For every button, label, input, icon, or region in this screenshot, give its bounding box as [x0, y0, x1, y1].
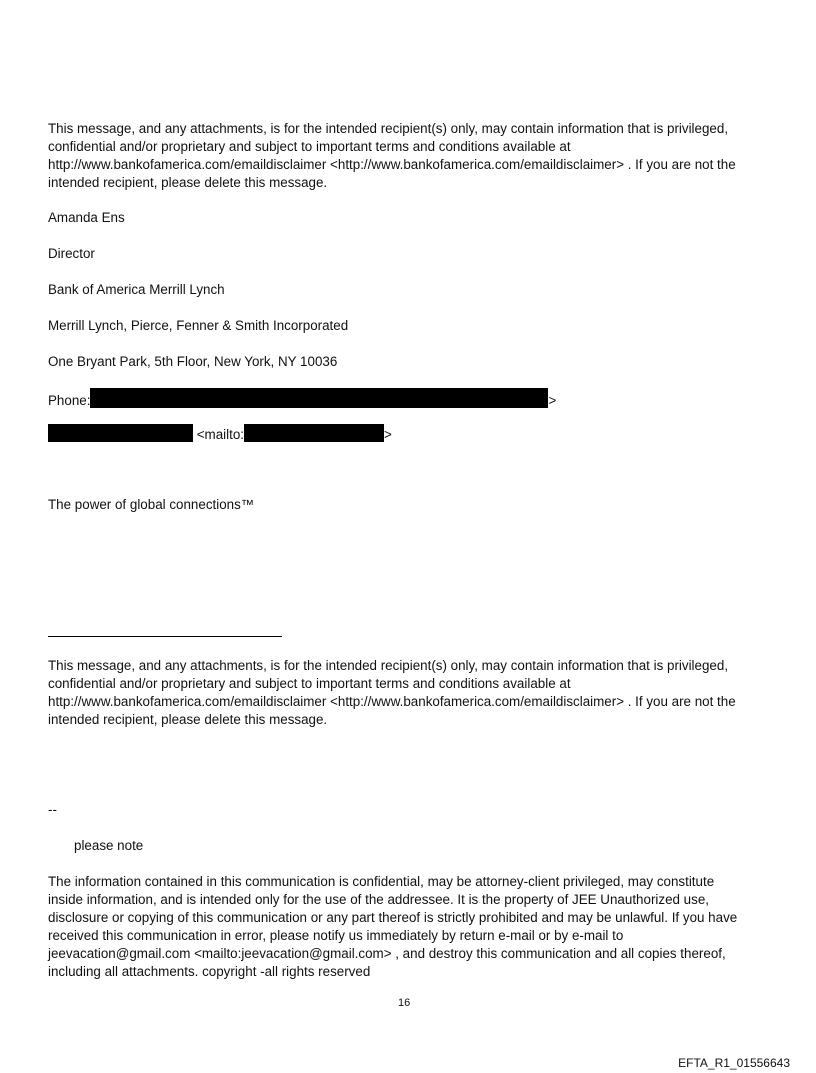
signature-phone-line: [48, 388, 778, 410]
signature-entity: Merrill Lynch, Pierce, Fenner & Smith Incorporated: [48, 318, 349, 333]
redaction-email: [48, 424, 193, 442]
signature-name: Amanda Ens: [48, 210, 125, 225]
document-id: EFTA_R1_01556643: [678, 1056, 790, 1070]
signature-email-line: [48, 424, 778, 444]
signature-separator: --: [48, 802, 57, 817]
redaction-mailto: [244, 424, 384, 442]
signature-title: Director: [48, 246, 95, 261]
mailto-suffix: >: [384, 427, 392, 442]
phone-suffix: >: [548, 393, 557, 408]
signature-address: One Bryant Park, 5th Floor, New York, NY 10036: [48, 354, 338, 369]
page-number: 16: [398, 997, 411, 1009]
confidentiality-notice: The information contained in this communication is confidential, may be attorney-client privileged, may constitute inside information, and is intended only for the use of the addressee. It is the property of JEE Unauthorized use, disclosure or copying of this communication or any part thereof is strictly prohibited and may be unlawful. If you have received this communication in error, please notify us immediately by return e-mail or by e-mail to jeevacation@gmail.com <mailto:jeevacation@gmail.com> , and destroy this communication and all copies thereof, including all attachments. copyright -all rights reserved: [48, 874, 738, 979]
phone-label: Phone:: [48, 393, 91, 408]
disclaimer-bottom: This message, and any attachments, is for the intended recipient(s) only, may contain information that is privileged, confidential and/or proprietary and subject to important terms and conditions available at http://www.bankofamerica.com/emaildisclaimer <http://www.bankofamerica.com/emaildisclaimer> . If you are not the intended recipient, please delete this message.: [48, 658, 736, 727]
signature-company: Bank of America Merrill Lynch: [48, 282, 225, 297]
mailto-prefix: <mailto:: [196, 427, 244, 442]
signature-tagline: The power of global connections™: [48, 497, 255, 512]
redaction-phone: [90, 388, 548, 408]
divider-rule: [48, 636, 282, 637]
disclaimer-top: This message, and any attachments, is for the intended recipient(s) only, may contain information that is privileged, confidential and/or proprietary and subject to important terms and conditions available at http://www.bankofamerica.com/emaildisclaimer <http://www.bankofamerica.com/emaildisclaimer> . If you are not the intended recipient, please delete this message.: [48, 121, 736, 190]
please-note: please note: [74, 838, 144, 853]
